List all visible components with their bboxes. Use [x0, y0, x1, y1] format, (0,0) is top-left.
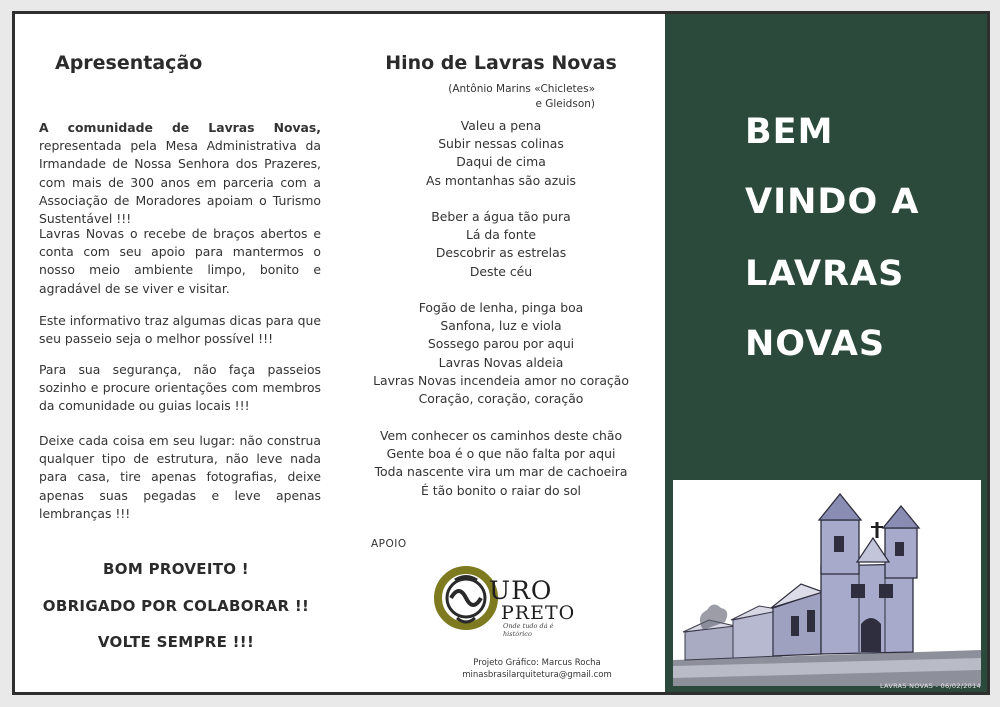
hymn-author-line-1: (Antônio Marins «Chicletes»	[448, 83, 595, 95]
ouro-preto-logo	[431, 564, 581, 636]
brochure-sheet	[12, 11, 990, 695]
hymn-line: Coração, coração, coração	[418, 391, 584, 407]
logo-word-uro: URO	[489, 576, 553, 605]
logo-word-preto: PRETO	[501, 602, 576, 624]
hymn-line: Valeu a pena	[460, 118, 542, 133]
hymn-line: Fogão de lenha, pinga boa	[418, 300, 584, 315]
closing-line-3: VOLTE SEMPRE !!!	[97, 633, 255, 651]
hymn-author-line-2: e Gleidson)	[535, 98, 595, 110]
presentation-panel	[15, 14, 337, 692]
hymn-line: Subir nessas colinas	[438, 136, 564, 152]
welcome-paragraph: Lavras Novas o recebe de braços abertos e conta com seu apoio para mantermos o nosso meio ambiente limpo, bonito e agradável de se viver e visitar.	[39, 226, 321, 296]
hymn-line: Lavras Novas incendeia amor no coração	[373, 372, 629, 388]
hymn-title: Hino de Lavras Novas	[385, 52, 617, 74]
hymn-stanza-4	[337, 427, 665, 500]
hymn-line: As montanhas são azuis	[426, 172, 576, 188]
welcome-line-3: LAVRAS	[745, 254, 905, 294]
hymn-line: Sanfona, luz e viola	[440, 318, 562, 334]
hymn-line: Lá da fonte	[465, 227, 537, 243]
church-illustration	[673, 480, 981, 686]
hymn-line: Sossego parou por aqui	[427, 336, 575, 352]
hymn-line: Gente boa é o que não falta por aqui	[386, 446, 616, 462]
hymn-line: Descobrir as estrelas	[435, 245, 567, 261]
hymn-line: É tão bonito o raiar do sol	[421, 482, 581, 498]
design-credit: Projeto Gráfico: Marcus Rocha	[473, 658, 601, 668]
tips-paragraph: Este informativo traz algumas dicas para que seu passeio seja o melhor possível !!!	[39, 313, 321, 347]
hymn-line: Toda nascente vira um mar de cachoeira	[374, 464, 628, 480]
leave-no-trace-paragraph: Deixe cada coisa em seu lugar: não construa qualquer tipo de estrutura, não leve nada para casa, tire apenas fotografias, deixe apenas suas pegadas e leve apenas lembranças !!!	[39, 433, 321, 521]
intro-paragraph-text: representada pela Mesa Administrativa da Irmandade de Nossa Senhora dos Prazeres, com mais de 300 anos em parceria com a Associação de Moradores apoiam o Turismo Sustentável !!!	[39, 138, 321, 227]
hymn-line: Daqui de cima	[456, 154, 546, 170]
contact-email: minasbrasilarquitetura@gmail.com	[462, 670, 612, 680]
church-illustration-image	[673, 480, 981, 686]
logo-tagline: Onde tudo dá é histórico	[503, 622, 554, 638]
hymn-line: Vem conhecer os caminhos deste chão	[379, 428, 623, 443]
intro-paragraph	[39, 119, 321, 228]
hymn-line: Beber a água tão pura	[431, 209, 571, 224]
welcome-line-2: VINDO A	[745, 182, 920, 222]
welcome-panel	[665, 14, 987, 692]
hymn-stanza-1	[337, 117, 665, 190]
hymn-line: Lavras Novas aldeia	[438, 354, 564, 370]
hymn-line: Deste céu	[469, 263, 533, 279]
hymn-stanza-2	[337, 208, 665, 281]
intro-bold-lead: A comunidade de Lavras Novas,	[39, 120, 321, 135]
hymn-stanza-3	[337, 299, 665, 408]
safety-paragraph: Para sua segurança, não faça passeios sozinho e procure orientações com membros da comunidade ou guias locais !!!	[39, 362, 321, 414]
hymn-panel	[337, 14, 665, 692]
closing-line-2: OBRIGADO POR COLABORAR !!	[42, 597, 310, 615]
closing-line-1: BOM PROVEITO !	[103, 560, 249, 578]
photo-caption: LAVRAS NOVAS - 06/02/2014	[879, 682, 981, 690]
hymn-author-credit	[448, 82, 595, 112]
presentation-title: Apresentação	[55, 52, 203, 74]
welcome-line-1: BEM	[745, 112, 834, 152]
welcome-line-4: NOVAS	[745, 324, 886, 364]
support-label: APOIO	[371, 538, 407, 550]
